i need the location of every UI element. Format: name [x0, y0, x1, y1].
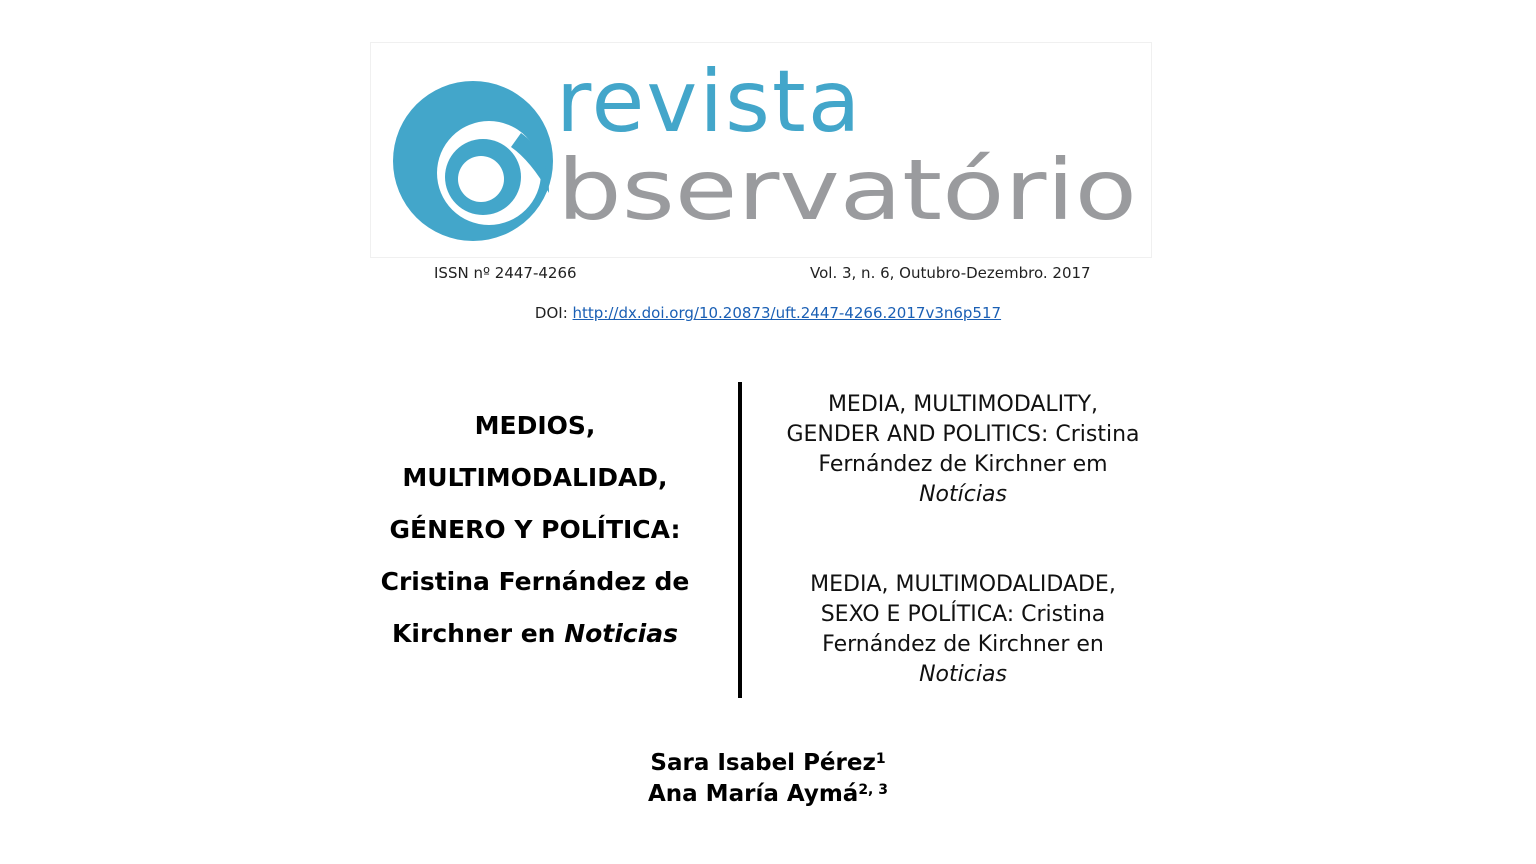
title-portuguese — [760, 570, 1166, 690]
doi-label: DOI: — [534, 304, 573, 322]
author-name: Ana María Aymá — [647, 781, 859, 807]
author-name: Sara Isabel Pérez — [650, 750, 876, 776]
logo-swirl-icon — [393, 81, 553, 241]
logo-word-top: revista — [556, 52, 863, 152]
title-pt-line: MEDIA, MULTIMODALIDADE, — [810, 572, 1116, 597]
title-es-line: MULTIMODALIDAD, — [402, 463, 668, 492]
journal-logo — [370, 42, 1152, 258]
title-spanish — [370, 400, 700, 660]
title-english — [760, 390, 1166, 510]
title-pt-italic: Noticias — [919, 662, 1007, 687]
volume-info: Vol. 3, n. 6, Outubro-Dezembro. 2017 — [810, 264, 1091, 282]
title-es-line: GÉNERO Y POLÍTICA: — [389, 515, 681, 544]
author-list — [0, 748, 1536, 810]
logo-graphic — [371, 43, 1153, 259]
logo-word-bottom: bservatório — [557, 141, 1137, 239]
title-es-line: MEDIOS, — [474, 411, 596, 440]
author-footnote[interactable]: 2, 3 — [858, 782, 888, 798]
doi-line — [0, 304, 1536, 322]
title-es-line: Cristina Fernández de — [380, 567, 690, 596]
title-en-line: MEDIA, MULTIMODALITY, — [827, 392, 1099, 417]
title-es-text: Kirchner en — [392, 619, 565, 648]
title-en-line: GENDER AND POLITICS: Cristina — [786, 422, 1140, 447]
title-pt-line: Fernández de Kirchner en — [822, 632, 1104, 657]
issn-number: ISSN nº 2447-4266 — [434, 264, 577, 282]
title-en-line: Fernández de Kirchner em — [818, 452, 1108, 477]
title-divider — [738, 382, 742, 698]
title-en-italic: Notícias — [919, 482, 1007, 507]
author-footnote[interactable]: 1 — [875, 751, 886, 767]
title-pt-line: SEXO E POLÍTICA: Cristina — [820, 602, 1106, 627]
doi-link[interactable]: http://dx.doi.org/10.20873/uft.2447-4266.2017v3n6p517 — [572, 304, 1002, 322]
author — [0, 779, 1536, 810]
title-es-line — [370, 608, 700, 660]
title-es-italic: Noticias — [564, 619, 678, 648]
author — [0, 748, 1536, 779]
